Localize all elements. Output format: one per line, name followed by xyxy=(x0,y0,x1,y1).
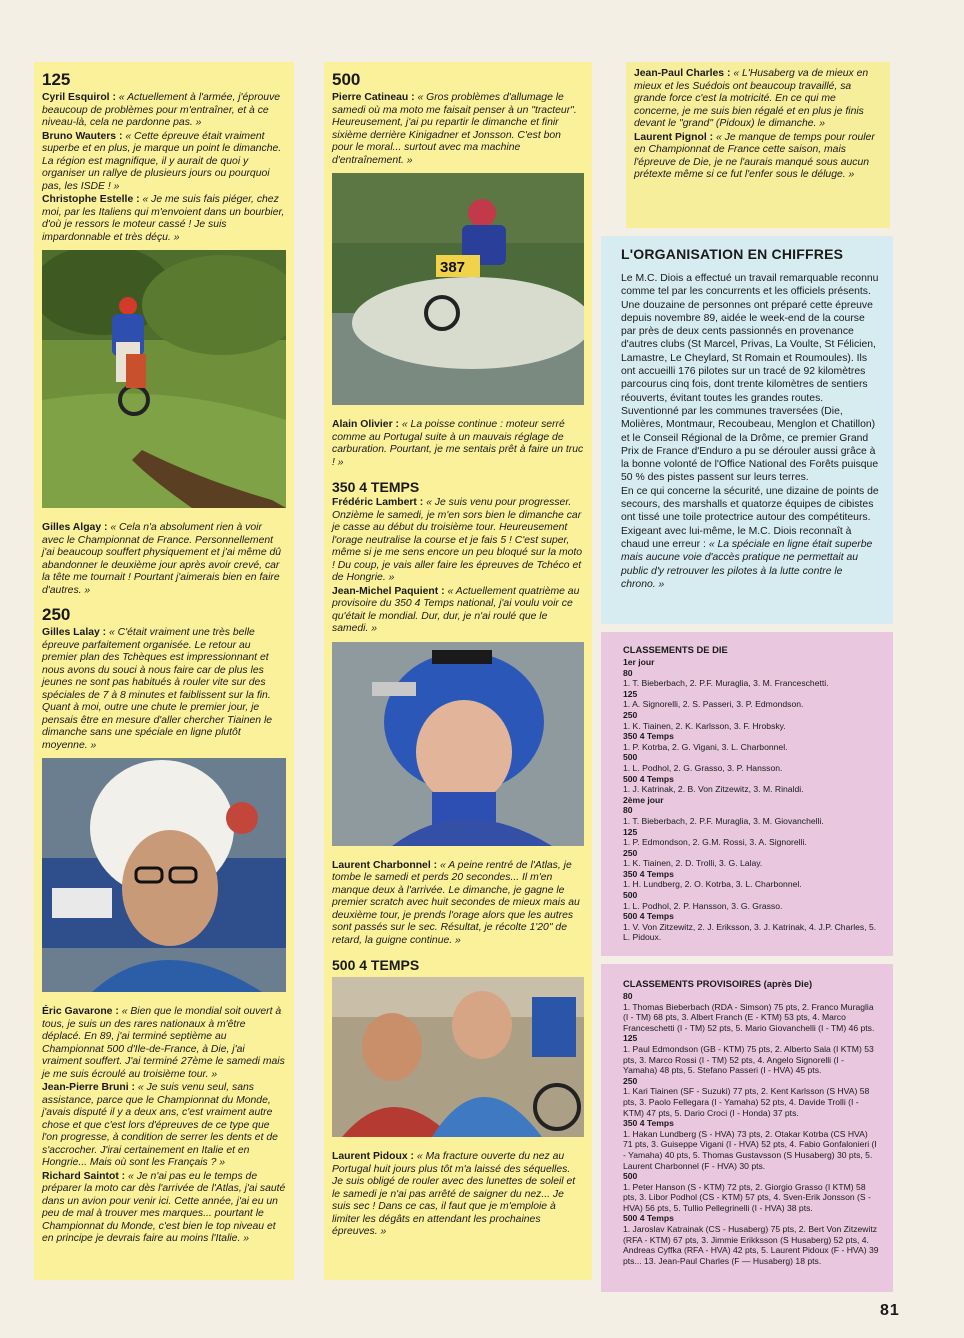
result-heading: 250 xyxy=(623,847,638,858)
result-heading: 250 xyxy=(623,1075,638,1086)
result-heading: 500 xyxy=(623,1171,638,1182)
quote-gavarone: Éric Gavarone : « Bien que le mondial soit ouvert à tous, je suis un des rares nationaux à m'être déplacé. En 89, j'ai terminé septième au Championnat 500 d'Ile-de-France, à Die, j'ai vraiment souffert. J'ai terminé 27ème le samedi mais je me suis écroulé au troisième tour. » xyxy=(42,1006,285,1080)
result-line: 1. Hakan Lundberg (S - HVA) 73 pts, 2. Otakar Kotrba (CS HVA) 71 pts, 3. Guiseppe Vigani (I - HVA) 52 pts, 4. Fabio Gonfalonieri (I - Yamaha) 40 pts, 5. Thomas Gustavsson (S Husaberg) 30 pts, 5. Laurent Charbonnel (F - HVA) 30 pts. xyxy=(623,1128,877,1171)
classements-provisoires-list xyxy=(623,991,879,1266)
result-line: 1. L. Podhol, 2. G. Grasso, 3. P. Hansson. xyxy=(623,762,783,773)
classements-provisoires-box xyxy=(601,964,893,1292)
section-500-heading: 500 xyxy=(332,70,361,89)
result-heading: 1er jour xyxy=(623,657,655,667)
quote-pignol: Laurent Pignol : « Je manque de temps pour rouler en Championnat de France cette saison, mais l'épreuve de Die, je ne l'aurais manqué sous aucun prétexte même si ce fut l'enfer sous le déluge. » xyxy=(634,131,875,180)
result-line: 1. L. Podhol, 2. P. Hansson, 3. G. Grasso. xyxy=(623,900,783,911)
quote-olivier: Alain Olivier : « La poisse continue : moteur serré comme au Portugal suite à un mauvais réglage de carburation. Pourtant, je me sentais prêt à faire un truc ! » xyxy=(332,419,584,468)
quote-pidoux: Laurent Pidoux : « Ma fracture ouverte du nez au Portugal huit jours plus tôt m'a laissé des séquelles. Je suis obligé de rouler avec des lunettes de soleil et le samedi je n'ai pas arrêté de saigner du nez... Je suis sec ! Dans ce cas, il faut que je m'emploie à limiter les dégâts en attendant les prochaines épreuves. » xyxy=(332,1151,576,1237)
classements-die-title: CLASSEMENTS DE DIE xyxy=(623,644,728,655)
result-heading: 500 4 Temps xyxy=(623,911,674,922)
result-line: 1. J. Katrinak, 2. B. Von Zitzewitz, 3. M. Rinaldi. xyxy=(623,784,804,795)
result-line: 1. Kari Tiainen (SF - Suzuki) 77 pts, 2. Kent Karlsson (S HVA) 58 pts, 3. Paolo Fellegara (I - Yamaha) 52 pts, 4. Davide Trolli (I - KTM) 47 pts, 5. Dario Croci (I - Honda) 37 pts. xyxy=(623,1086,870,1118)
column-left xyxy=(34,62,294,1280)
organisation-body: Le M.C. Diois a effectué un travail remarquable reconnu comme tel par les concurrents et les officiels présents. Une douzaine de personnes ont préparé cette épreuve depuis novembre 89, aidée le week-end de la course par près de deux cents passionnés en provenance d'autres clubs (St Marcel, Privas, La Voulte, St Félicien, Lamastre, Le Cheylard, St Romain et Roumoules). Ils ont accueilli 176 pilotes sur un tracé de 92 kilomètres parcourus cinq fois, dont trente kilomètres de sentiers réouverts, évitant toutes les grandes routes. Suventionné par les communes traversées (Die, Molières, Montmaur, Recoubeau, Menglon et Chatillon) et le Conseil Régional de la Drôme, ce premier Grand Prix de France d'Enduro a pu se dérouler aussi grâce à la bonne volonté de l'Office National des Forêts puisque 50 % des pistes passent sur leurs terres. En ce qui concerne la sécurité, une dizaine de points de secours, des marshalls et quatorze équipes de cibistes ont tissé une toile protectrice autour des compétiteurs. Exigeant avec lui-même, le M.C. Diois reconnaît à chaud une erreur : « La spéciale en ligne était superbe mais aucune voie d'accès pratique ne permettait au public d'y retrouver les pilotes à la lutte contre le chrono. » xyxy=(621,273,879,590)
result-heading: 500 4 Temps xyxy=(623,1213,674,1224)
quote-estelle: Christophe Estelle : « Je me suis fais piéger, chez moi, par les Italiens qui m'envoient dans un bourbier, d'où je ressors le moteur cassé ! Je suis impardonnable et très déçu. » xyxy=(42,194,285,243)
quote-paquient: Jean-Michel Paquient : « Actuellement quatrième au provisoire du 350 4 Temps national, j'ai voulu voir ce qu'était le mondial. Dur, dur, je n'ai roulé que le samedi. » xyxy=(332,585,580,634)
result-line: 1. Paul Edmondson (GB - KTM) 75 pts, 2. Alberto Sala (I KTM) 53 pts, 3. Marco Rossi (I - TM) 52 pts, 4. Angelo Signorelli (I - Yamaha) 48 pts, 5. Stefano Passeri (I - HVA) 45 pts. xyxy=(623,1043,874,1076)
result-line: 1. A. Signorelli, 2. S. Passeri, 3. P. Edmondson. xyxy=(623,699,804,710)
result-heading: 125 xyxy=(623,826,638,837)
result-heading: 350 4 Temps xyxy=(623,731,674,742)
organisation-title: L'ORGANISATION EN CHIFFRES xyxy=(621,246,844,262)
photo-rider-grass xyxy=(42,250,286,508)
result-line: 1. V. Von Zitzewitz, 2. J. Eriksson, 3. J. Katrinak, 4. J.P. Charles, 5. L. Pidoux. xyxy=(623,921,877,943)
organisation-box xyxy=(601,236,893,624)
result-heading: 125 xyxy=(623,1033,638,1044)
result-line: 1. H. Lundberg, 2. O. Kotrba, 3. L. Charbonnel. xyxy=(623,879,802,890)
quote-charles: Jean-Paul Charles : « L'Husaberg va de mieux en mieux et les Suédois ont beaucoup travaillé, sa grande force c'est la motricité. En ce qui me concerne, je me suis bien régalé et en plus je finis devant le "grand" (Pidoux) le dimanche. » xyxy=(634,68,869,129)
quote-lalay: Gilles Lalay : « C'était vraiment une très belle épreuve parfaitement organisée. Le retour au premier plan des Tchèques est impressionnant et nous avons du souci à nous faire car de plus les jeunes ne sont pas habitués à rouler vite sur des spéciales de 7 à 8 minutes et faiblissent sur la fin. Quant à moi, outre une chute le premier jour, je pensais être en mesure d'aller chercher Tiainen le dimanche sans une spéciale en ligne plutôt moyenne. » xyxy=(42,627,273,751)
result-heading: 80 xyxy=(623,805,633,816)
result-heading: 500 4 Temps xyxy=(623,773,674,784)
quote-esquirol: Cyril Esquirol : « Actuellement à l'armée, j'éprouve beaucoup de problèmes pour m'entraîner, et à ce niveau-là, cela ne pardonne pas. » xyxy=(42,92,281,128)
quote-saintot: Richard Saintot : « Je n'ai pas eu le temps de préparer la moto car dès l'arrivée de l'Atlas, j'ai sauté dans un avion pour venir ici. Cette année, j'ai eu un peu de mal à trouver mes marques... pourtant le Championnat du Monde, c'est bien le top niveau et en principe je devrais faire au moins l'Italie. » xyxy=(42,1170,286,1244)
quote-wauters: Bruno Wauters : « Cette épreuve était vraiment superbe et en plus, je marque un point le dimanche. La région est magnifique, il y aurait de quoi y organiser un rallye de plusieurs jours ou pourquoi pas, les ISDE ! » xyxy=(42,130,282,192)
result-heading: 80 xyxy=(623,667,633,678)
classements-provisoires-title: CLASSEMENTS PROVISOIRES (après Die) xyxy=(623,978,813,989)
bib-number: 387 xyxy=(440,259,466,276)
result-line: 1. T. Bieberbach, 2. P.F. Muraglia, 3. M. Giovanchelli. xyxy=(623,815,824,826)
column-right-quotes xyxy=(626,62,890,228)
result-heading: 350 4 Temps xyxy=(623,1118,674,1129)
result-line: 1. Jaroslav Katrainak (CS - Husaberg) 75 pts, 2. Bert Von Zitzewitz (RFA - KTM) 67 pts, 3. Jimmie Erikksson (S Husaberg) 52 pts, 4. Andreas Cyffka (RFA - HVA) 42 pts, 5. Laurent Pidoux (F - HVA) 39 pts... 13. Jean-Paul Charles (F — Husaberg) 18 pts. xyxy=(623,1224,879,1266)
quote-charbonnel: Laurent Charbonnel : « A peine rentré de l'Atlas, je tombe le samedi et perds 20 secondes... Il m'en manque deux à l'arrivée. Le dimanche, je gagne le premier scratch avec huit secondes de mieux mais au deuxième tour, je prends l'orage alors que les autres sont passés sur le sec. Résultat, je récolte 1'20" de retard, la guigne continue. » xyxy=(332,859,580,946)
quote-bruni: Jean-Pierre Bruni : « Je suis venu seul, sans assistance, parce que le Championnat du Monde, j'avais disputé il y a deux ans, c'est vraiment autre chose et que c'est lors d'épreuves de ce type que l'on progresse, à condition de serrer les dents et de s'accrocher. J'irai certainement en Italie et en Hongrie... Mais où sont les Français ? » xyxy=(42,1082,278,1168)
section-500-4t-heading: 500 4 TEMPS xyxy=(332,957,420,973)
result-line: 1. P. Kotrba, 2. G. Vigani, 3. L. Charbonnel. xyxy=(623,741,788,752)
photo-riders-pair xyxy=(332,977,584,1137)
section-250-heading: 250 xyxy=(42,605,71,624)
quote-lambert: Frédéric Lambert : « Je suis venu pour progresser. Onzième le samedi, je m'en sors bien le dimanche car je casse au début du troisième tour. Heureusement l'orage neutralise la course et je fais 5 ! C'est super, même si je me sens encore un peu bloqué sur la moto ! Du coup, je vais aller faire les épreuves de Tchéco et de Hongrie. » xyxy=(332,497,583,583)
result-heading: 500 xyxy=(623,752,638,763)
page-number: 81 xyxy=(880,1302,900,1319)
result-line: 1. K. Tiainen, 2. D. Trolli, 3. G. Lalay. xyxy=(623,858,763,869)
result-heading: 250 xyxy=(623,709,638,720)
photo-rider-helmet-glasses xyxy=(42,758,286,992)
result-line: 1. T. Bieberbach, 2. P.F. Muraglia, 3. M. Franceschetti. xyxy=(623,678,829,689)
result-line: 1. Thomas Bieberbach (RDA - Simson) 75 pts, 2. Franco Muraglia (I - TM) 68 pts, 3. Albert Franch (E - KTM) 53 pts, 4. Marco Franceschetti (I - TM) 52 pts, 5. Mario Giovanchelli (I - TM) 46 pts. xyxy=(623,1001,875,1033)
result-heading: 125 xyxy=(623,688,638,699)
result-line: 1. Peter Hanson (S - KTM) 72 pts, 2. Giorgio Grasso (I KTM) 58 pts, 3. Libor Podhol (CS - KTM) 57 pts, 4. Sven-Erik Jonsson (S - HVA) 56 pts, 5. Tullio Pellegrinelli (I - HVA) 38 pts. xyxy=(623,1181,871,1213)
photo-rider-blue-helmet xyxy=(332,642,584,846)
section-350-4t-heading: 350 4 TEMPS xyxy=(332,479,420,495)
result-heading: 2ème jour xyxy=(623,794,664,805)
classements-die-box xyxy=(601,632,893,956)
result-line: 1. P. Edmondson, 2. G.M. Rossi, 3. A. Signorelli. xyxy=(623,837,807,848)
classements-die-list xyxy=(623,657,879,943)
quote-algay: Gilles Algay : « Cela n'a absolument rien à voir avec le Championnat de France. Personnellement j'ai beaucoup souffert physiquement et j'ai même dû abandonner le deuxième jour après avoir crevé, car la tête me tournait ! Pourtant j'aimerais bien en faire d'autres. » xyxy=(42,522,282,596)
result-line: 1. K. Tiainen, 2. K. Karlsson, 3. F. Hrobsky. xyxy=(623,720,786,731)
result-heading: 80 xyxy=(623,991,633,1001)
result-heading: 500 xyxy=(623,890,638,901)
section-125-heading: 125 xyxy=(42,70,71,89)
result-heading: 350 4 Temps xyxy=(623,868,674,879)
quote-catineau: Pierre Catineau : « Gros problèmes d'allumage le samedi où ma moto me faisait penser à un "tracteur". Heureusement, j'ai pu repartir le dimanche et finir sixième derrière Kinigadner et Jonsson. C'est bon pour le moral... surtout avec ma machine d'entraînement. » xyxy=(332,92,577,166)
column-middle xyxy=(324,62,592,1280)
photo-rider-water-splash xyxy=(332,173,584,405)
